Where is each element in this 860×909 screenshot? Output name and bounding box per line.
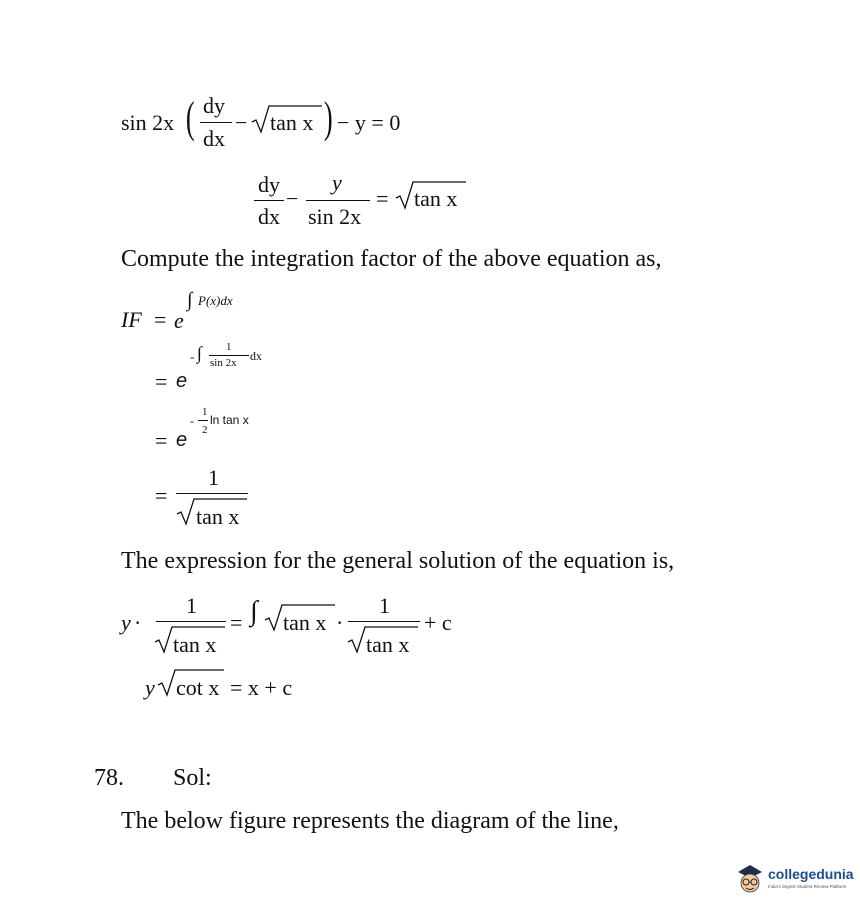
eq1-numerator: dy [203,93,225,118]
integral-icon: ∫ [187,289,193,311]
eq2-bar2 [306,200,370,201]
eq2-den1: dx [258,204,280,229]
logo-name: collegedunia [768,866,854,882]
eq2-num2: y [332,170,342,195]
general-solution-text: The expression for the general solution of the equation is, [121,548,675,574]
if-line2-dx: dx [250,349,262,363]
final-radicand: cot x [176,675,220,700]
if-line3-two: 2 [202,424,208,436]
eq2-bar1 [254,200,284,201]
integral-icon: ∫ [197,343,202,363]
if-line4-radicand: tan x [196,504,240,529]
eq2-minus: − [286,186,299,211]
eq2-equals: = [376,186,389,211]
if-exponent: P(x)dx [198,293,233,308]
if-line3-ln: ln tan x [210,413,249,427]
question-number: 78. [94,765,124,791]
eq1-sin2x: sin 2x [121,110,175,135]
if-line2-one: 1 [226,341,232,353]
eq1-denominator: dx [203,126,225,151]
gs-rad3: tan x [366,632,410,657]
below-figure-text: The below figure represents the diagram of the line, [121,808,619,834]
if-line4-eq: = [155,483,168,508]
if-line3-bar [198,420,208,421]
if-eq: = [154,307,167,332]
student-mascot-icon [735,862,765,896]
integral-icon: ∫ [250,596,258,627]
logo-tagline: India's largest Student Review Platform [768,884,847,889]
if-line3-one: 1 [202,406,208,418]
eq1-tail: − y = 0 [337,110,401,135]
eq1-radicand: tan x [270,110,314,135]
eq2-radicand: tan x [414,186,458,211]
eq2-den2: sin 2x [308,204,362,229]
eq1-right-paren: ) [323,93,333,142]
gs-rad2: tan x [283,610,327,635]
gs-bar1 [156,621,226,622]
if-line2-bar [209,355,249,356]
sol-label: Sol: [173,765,212,791]
gs-plusc: + c [424,610,452,635]
gs-eq: = [230,610,243,635]
eq2-num1: dy [258,172,280,197]
final-rest: = x + c [230,675,293,700]
collegedunia-logo [735,858,857,902]
if-line2-eq: = [155,369,168,394]
eq1-minus: − [235,110,248,135]
gs-bar2 [348,621,420,622]
if-line2-den: sin 2x [210,357,237,369]
eq1-left-paren: ( [185,93,195,142]
if-line4-one: 1 [208,465,219,490]
gs-rad1: tan x [173,632,217,657]
gs-one1: 1 [186,593,197,618]
if-line2-minus: - [190,349,195,364]
gs-dot: · [134,610,142,635]
if-e: e [174,308,184,333]
if-line3-e: e [176,429,188,451]
if-line4-bar [176,493,248,494]
compute-text: Compute the integration factor of the above equation as, [121,246,662,272]
eq1-fraction-bar [200,122,232,123]
if-line2-e: e [176,370,188,392]
final-y: y [145,675,155,700]
gs-one2: 1 [379,593,390,618]
gs-y: y [121,610,131,635]
if-label: IF [121,307,142,332]
gs-dot2: · [336,610,344,635]
if-line3-eq: = [155,428,168,453]
if-line3-minus: - [190,414,194,428]
